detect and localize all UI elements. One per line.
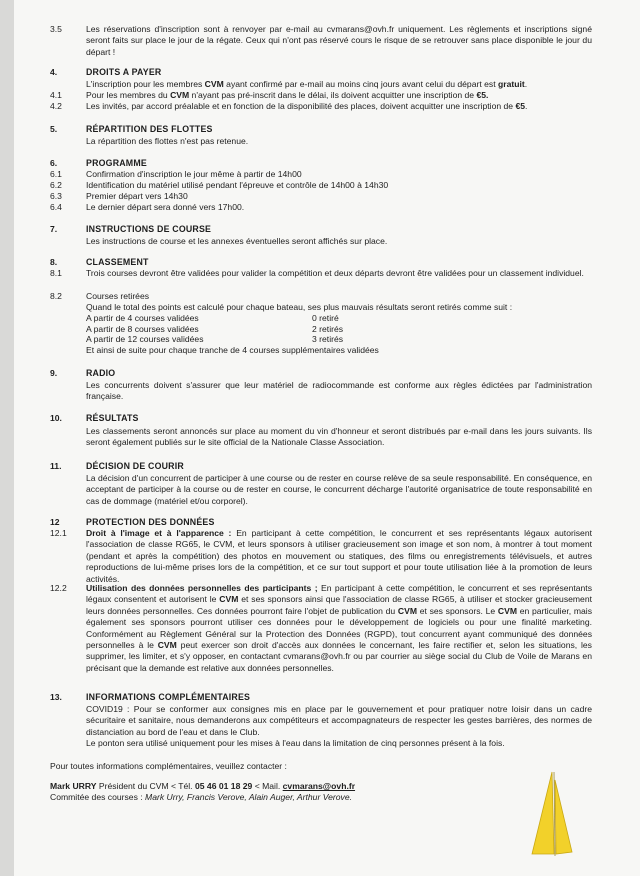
table-row	[86, 324, 506, 335]
subsection-text	[86, 528, 592, 585]
text-run: Pour les membres du	[86, 90, 171, 100]
programme-item: Premier départ vers 14h30	[86, 191, 188, 201]
section-text	[86, 79, 592, 90]
text-run: CVM	[204, 79, 224, 89]
committee-line	[50, 792, 556, 803]
section-title: DROITS A PAYER	[86, 67, 162, 77]
committee-label: Commitée des courses :	[50, 792, 146, 802]
text-run: CVM	[497, 605, 517, 616]
subsection-number: 6.2	[50, 180, 62, 190]
section-title: CLASSEMENT	[86, 257, 149, 267]
text-run: gratuit	[497, 79, 525, 89]
section-title: INFORMATIONS COMPLÉMENTAIRES	[86, 692, 251, 702]
text-run: €5	[515, 101, 526, 111]
subsection-text	[86, 101, 592, 112]
text-run: et ses sponsors. Le	[416, 605, 498, 616]
contact-mail-label: < Mail.	[252, 781, 283, 791]
text-run: n'ayant pas pré-inscrit dans le délai, ils doivent acquitter une inscription de	[189, 90, 477, 100]
programme-item: Confirmation d'inscription le jour même à partir de 14h00	[86, 169, 302, 179]
section-text: Les concurrents doivent s'assurer que leur matériel de radiocommande est conforme aux règles édictées par l'administration française.	[86, 380, 592, 402]
section-number: 9.	[50, 368, 58, 378]
section-text: La décision d'un concurrent de participer à une course ou de rester en course relève de sa seule responsabilité. En conséquence, en acceptant de participer à la course ou de rester en course, le concurrent décharge l'autorité organisatrice de toute responsabilité en cas de dommage (matériel et/ou corporel).	[86, 473, 592, 506]
text-run: Utilisation des données personnelles des participants ;	[86, 583, 318, 593]
subsection-text: Trois courses devront être validées pour valider la compétition et deux départs devront être validées pour un classement individuel.	[86, 268, 584, 278]
section-number: 10.	[50, 413, 62, 423]
subsection-number: 12.2	[50, 583, 67, 593]
section-number: 4.	[50, 67, 58, 77]
text-run: €5.	[476, 90, 489, 100]
section-text: La répartition des flottes n'est pas retenue.	[86, 136, 249, 146]
text-run: En participant à cette compétition, le concurrent et ses représentants légaux consentent et autorisent le	[86, 583, 592, 605]
section-text: Le ponton sera utilisé uniquement pour les mises à l'eau dans la limitation de cinq personnes présent à la fois.	[86, 738, 505, 748]
subsection-number: 4.2	[50, 101, 62, 111]
section-title: RÉSULTATS	[86, 413, 139, 423]
text-run: L'inscription pour les membres	[86, 79, 205, 89]
contact-role: Président du CVM < Tél.	[96, 781, 195, 791]
section-title: PROGRAMME	[86, 158, 147, 168]
sailboat-sail-icon	[528, 770, 576, 858]
section-text: Les instructions de course et les annexes éventuelles seront affichés sur place.	[86, 236, 388, 246]
subsection-number: 8.2	[50, 291, 62, 301]
table-cell: 2 retirés	[312, 323, 344, 334]
section-number: 6.	[50, 158, 58, 168]
text-run: Les invités, par accord préalable et en fonction de la disponibilité des places, doivent acquitter une inscription de	[86, 101, 516, 111]
table-row	[86, 334, 506, 345]
section-number: 12	[50, 517, 60, 527]
subsection-number: 6.1	[50, 169, 62, 179]
section-title: RÉPARTITION DES FLOTTES	[86, 124, 213, 134]
section-number: 8.	[50, 257, 58, 267]
sail-front-panel	[532, 772, 554, 854]
contact-phone: 05 46 01 18 29	[194, 781, 253, 791]
section-number: 13.	[50, 692, 62, 702]
subsection-text	[86, 90, 592, 101]
subsection-text: Courses retirées	[86, 291, 150, 301]
contact-name: Mark URRY	[50, 781, 97, 791]
text-run: .	[525, 101, 528, 111]
subsection-text	[86, 583, 592, 674]
section-title: DÉCISION DE COURIR	[86, 461, 184, 471]
section-number: 5.	[50, 124, 58, 134]
programme-item: Le dernier départ sera donné vers 17h00.	[86, 202, 245, 212]
table-row	[86, 313, 506, 324]
text-run: .	[524, 79, 528, 89]
text-run: CVM	[170, 90, 190, 100]
table-cell: 3 retirés	[312, 334, 344, 344]
text-run: en particulier, mais également ses sponsors pourront utiliser ces données pour le développement de logiciels ou pour une finalité marketing. Conformément au Règlement Général sur la Protection des Données (RGPD), tout concurrent ayant communiqué des données personnelles à le	[86, 605, 592, 651]
section-title: PROTECTION DES DONNÉES	[86, 517, 215, 527]
subsection-number: 12.1	[50, 528, 67, 538]
text-run: CVM	[219, 594, 239, 605]
page-left-edge	[0, 0, 14, 876]
subsection-number: 4.1	[50, 90, 62, 100]
programme-item: Identification du matériel utilisé pendant l'épreuve et contrôle de 14h00 à 14h30	[86, 180, 389, 190]
subsection-number: 8.1	[50, 268, 62, 278]
section-title: RADIO	[86, 368, 116, 378]
table-cell: 0 retiré	[312, 313, 339, 323]
subsection-text: Et ainsi de suite pour chaque tranche de 4 courses supplémentaires validées	[86, 345, 379, 355]
text-run: CVM	[157, 640, 177, 651]
table-cell: A partir de 4 courses validées	[86, 313, 199, 323]
section-text: COVID19 : Pour se conformer aux consignes mis en place par le gouvernement et pour pratiquer notre loisir dans un cadre sécuritaire et sanitaire, nous demanderons aux compétiteurs et accompagnateurs de respecter les gestes barrières, des normes de distanciation au bord de l'eau et dans le Club.	[86, 704, 592, 737]
section-number: 3.5	[50, 24, 62, 34]
section-text: Les classements seront annoncés sur place au moment du vin d'honneur et seront distribués par e-mail dans les jours suivants. Ils seront également publiés sur le site official de la Nationale Classe Association.	[86, 426, 592, 448]
text-run: Droit à l'image et à l'apparence :	[86, 528, 232, 538]
committee-names: Mark Urry, Francis Verove, Alain Auger, Arthur Verove.	[145, 792, 352, 802]
text-run: ayant confirmé par e-mail au moins cinq jours avant celui du départ est	[223, 79, 498, 89]
subsection-text: Quand le total des points est calculé pour chaque bateau, ses plus mauvais résultats seront retirés comme suit :	[86, 302, 513, 312]
subsection-number: 6.4	[50, 202, 62, 212]
section-text: Les réservations d'inscription sont à renvoyer par e-mail au cvmarans@ovh.fr uniquement. Les règlements et inscriptions signé seront faits sur place le jour de la régate. Ceux qui n'ont pas réservé cours le risque de se retrouver sans place disponible le jour du départ !	[86, 24, 592, 57]
text-run: CVM	[397, 605, 417, 616]
discard-table	[86, 313, 506, 345]
section-number: 11.	[50, 461, 62, 471]
contact-email-link[interactable]: cvmarans@ovh.fr	[282, 781, 356, 791]
text-run: En participant à cette compétition, le concurrent et ses représentants légaux autorisent l'association de classe RG65, le CVM, et leurs sponsors à utiliser gracieusement son image et son nom, à montrer à tout moment (pendant et après la compétition) des photos en mouvement ou statiques, des films ou enregistrements télévisuels, et autres reproductions de lui-même prises lors de la compétition, et ce sur tout support et pour toute utilisation liée à la promotion de leurs activités.	[86, 528, 592, 584]
text-run: peut exercer son droit d'accès aux données le concernant, les faire rectifier et, selon les situations, les supprimer, les limiter, et s'y opposer, en contactant cvmarans@ovh.fr ou par courrier au siège social du Club de Voile de Marans en précisant que la demande est relative aux données personnelles.	[86, 640, 592, 673]
section-title: INSTRUCTIONS DE COURSE	[86, 224, 212, 234]
contact-line	[50, 781, 556, 792]
contact-intro: Pour toutes informations complémentaires, veuillez contacter :	[50, 761, 287, 771]
text-run: et ses sponsors ainsi que l'association de classe RG65, à utiliser et stocker gracieusement leurs données personnelles. Ces données pourront faire l'objet de publication du	[86, 594, 593, 616]
table-cell: A partir de 8 courses validées	[86, 323, 199, 334]
sail-rear-panel	[555, 780, 572, 854]
section-number: 7.	[50, 224, 58, 234]
table-cell: A partir de 12 courses validées	[86, 334, 204, 344]
subsection-number: 6.3	[50, 191, 62, 201]
